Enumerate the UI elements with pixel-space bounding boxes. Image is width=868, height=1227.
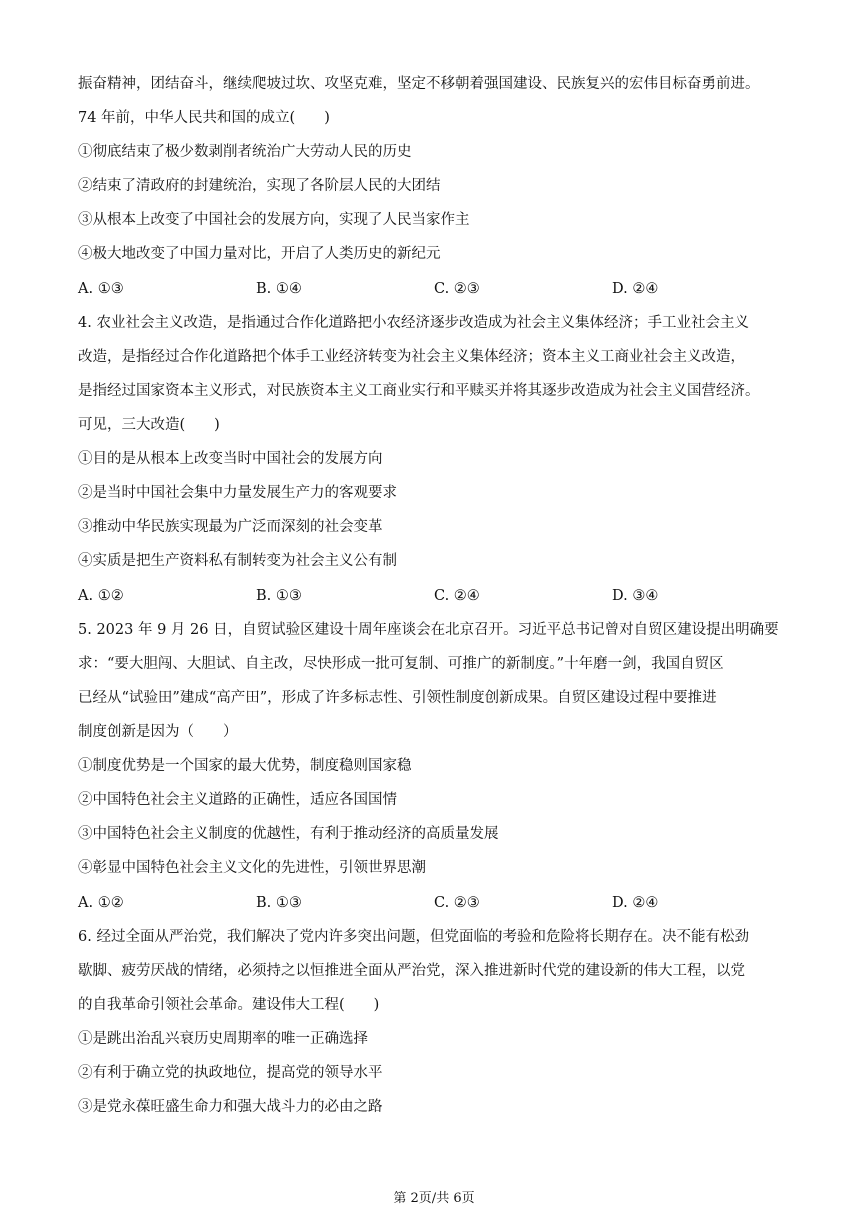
statement-item: ①彻底结束了极少数剥削者统治广大劳动人民的历史 — [78, 144, 412, 160]
statement-item: ③是党永葆旺盛生命力和强大战斗力的必由之路 — [78, 1099, 383, 1115]
option-d: D. ②④ — [612, 281, 659, 297]
question-text: 歇脚、疲劳厌战的情绪，必须持之以恒推进全面从严治党，深入推进新时代党的建设新的伟大工程，以党 — [78, 963, 745, 979]
question-text: 是指经过国家资本主义形式，对民族资本主义工商业实行和平赎买并将其逐步改造成为社会主义国营经济。 — [78, 383, 760, 399]
question-stem: 的自我革命引领社会革命。建设伟大工程( ) — [78, 997, 380, 1013]
option-c: C. ②③ — [434, 895, 480, 911]
statement-item: ①制度优势是一个国家的最大优势，制度稳则国家稳 — [78, 758, 412, 774]
option-a: A. ①③ — [78, 281, 124, 297]
statement-item: ④极大地改变了中国力量对比，开启了人类历史的新纪元 — [78, 246, 441, 262]
question-text: 求：“要大胆闯、大胆试、自主改，尽快形成一批可复制、可推广的新制度。”十年磨一剑，我国自贸区 — [78, 656, 724, 672]
statement-item: ①是跳出治乱兴衰历史周期率的唯一正确选择 — [78, 1031, 368, 1047]
statement-item: ②有利于确立党的执政地位，提高党的领导水平 — [78, 1065, 383, 1081]
question-text: 改造，是指经过合作化道路把个体手工业经济转变为社会主义集体经济；资本主义工商业社会主义改造， — [78, 349, 745, 365]
question-text: 5. 2023 年 9 月 26 日，自贸试验区建设十周年座谈会在北京召开。习近平总书记曾对自贸区建设提出明确要 — [78, 622, 779, 638]
option-a: A. ①② — [78, 895, 124, 911]
option-b: B. ①③ — [256, 895, 302, 911]
option-d: D. ②④ — [612, 895, 659, 911]
question-stem: 制度创新是因为（ ） — [78, 724, 238, 740]
option-b: B. ①④ — [256, 281, 302, 297]
statement-item: ③中国特色社会主义制度的优越性，有利于推动经济的高质量发展 — [78, 826, 499, 842]
question-text: 6. 经过全面从严治党，我们解决了党内许多突出问题，但党面临的考验和危险将长期存在。决不能有松劲 — [78, 929, 749, 945]
question-stem: 74 年前，中华人民共和国的成立( ) — [78, 110, 330, 126]
option-d: D. ③④ — [612, 588, 659, 604]
statement-item: ④彰显中国特色社会主义文化的先进性，引领世界思潮 — [78, 860, 426, 876]
statement-item: ②结束了清政府的封建统治，实现了各阶层人民的大团结 — [78, 178, 441, 194]
statement-item: ③推动中华民族实现最为广泛而深刻的社会变革 — [78, 519, 383, 535]
question-text: 4. 农业社会主义改造，是指通过合作化道路把小农经济逐步改造成为社会主义集体经济；手工业社会主义 — [78, 315, 749, 331]
option-c: C. ②③ — [434, 281, 480, 297]
option-c: C. ②④ — [434, 588, 480, 604]
question-text: 已经从“试验田”建成“高产田”，形成了许多标志性、引领性制度创新成果。自贸区建设过程中要推进 — [78, 690, 717, 706]
page-number: 第 2页/共 6页 — [393, 1191, 475, 1206]
statement-item: ①目的是从根本上改变当时中国社会的发展方向 — [78, 451, 383, 467]
statement-item: ④实质是把生产资料私有制转变为社会主义公有制 — [78, 553, 397, 569]
statement-item: ②是当时中国社会集中力量发展生产力的客观要求 — [78, 485, 397, 501]
option-b: B. ①③ — [256, 588, 302, 604]
question-stem: 可见，三大改造( ) — [78, 417, 220, 433]
statement-item: ②中国特色社会主义道路的正确性，适应各国国情 — [78, 792, 397, 808]
option-a: A. ①② — [78, 588, 124, 604]
statement-item: ③从根本上改变了中国社会的发展方向，实现了人民当家作主 — [78, 212, 470, 228]
text-line: 振奋精神，团结奋斗，继续爬坡过坎、攻坚克难，坚定不移朝着强国建设、民族复兴的宏伟目标奋勇前进。 — [78, 76, 760, 92]
